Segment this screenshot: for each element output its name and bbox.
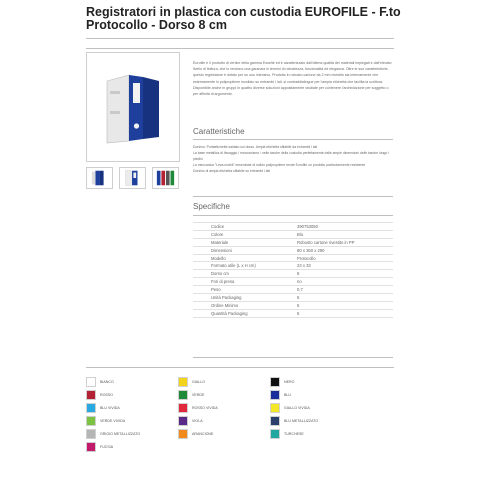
- specs-divider: [193, 215, 393, 216]
- specs-top-divider: [193, 196, 393, 197]
- product-description: Eurofile è il prodotto di vertice della gamma Esselte ed è caratterizzato dall'ottima qualità dei materiali impiegati e dall'elevato livello di finitura, che lo rendono una garanzia in termini di robustezza, funzionalità ed eleganza. Oltre le sue caratteristiche, questo registratore è dotato per un uso intensivo. Prodotto in robusto cartone da 2 mm rivestito sia internamente che esternamente in polipropilene incollato su entrambi i lati, si contraddistingue per l'ampia etichetta che facilita la scrittura. Disponibile anche in gruppi in quattro diverse soluzioni appositamente studiate per contenere l'archiviazione per soggetto o per affinità di argomento.: [193, 61, 392, 97]
- color-label: GRIGIO METALLIZZATO: [100, 431, 141, 436]
- spec-row: [193, 309, 393, 317]
- thumbnail-strip: [86, 167, 180, 189]
- spec-value: no: [297, 279, 302, 285]
- spec-value: 5: [297, 294, 300, 300]
- spec-value: 390753050: [297, 223, 318, 229]
- color-label: FUCSIA: [100, 444, 114, 449]
- color-label: GIALLO VIVIDA: [284, 405, 310, 410]
- spec-value: 5: [297, 302, 300, 308]
- color-label: TURCHESE: [284, 431, 304, 436]
- color-swatch: [178, 416, 188, 426]
- thumbnail-2[interactable]: [119, 167, 146, 189]
- spec-value: Blu: [297, 231, 304, 237]
- color-swatch: [86, 403, 96, 413]
- spec-label: Colore: [211, 231, 224, 237]
- color-swatch: [270, 377, 280, 387]
- spec-row: [193, 262, 393, 270]
- color-swatch: [86, 442, 96, 452]
- color-swatch: [86, 416, 96, 426]
- color-label: VIOLA: [192, 418, 203, 423]
- spec-label: Dimensioni: [211, 247, 232, 253]
- spec-value: 80 x 350 x 290: [297, 247, 325, 253]
- color-label: BIANCO: [100, 379, 114, 384]
- color-label: VERDE VIVIDA: [100, 418, 126, 423]
- thumbnail-1[interactable]: [86, 167, 113, 189]
- color-label: ROSSO: [100, 392, 113, 397]
- spec-label: Ordine Minimo: [211, 302, 239, 308]
- color-label: ROSSO VIVIDA: [192, 405, 218, 410]
- spec-value: 0,7: [297, 287, 303, 293]
- spec-row: [193, 270, 393, 278]
- page-title: Registratori in plastica con custodia EUROFILE - F.to Protocollo - Dorso 8 cm: [86, 5, 401, 32]
- color-label: BLU VIVIDA: [100, 405, 120, 410]
- specs-table: [193, 222, 393, 318]
- spec-label: Fori di presa: [211, 279, 235, 285]
- spec-value: Protocollo: [297, 255, 316, 261]
- spec-value: Robusto cartone rivestito in PP: [297, 239, 355, 245]
- spec-label: Unità Packaging: [211, 294, 242, 300]
- spec-row: [193, 238, 393, 246]
- spec-row: [193, 246, 393, 254]
- color-swatch: [270, 390, 280, 400]
- spec-label: Formato utile (L x H cm): [211, 263, 256, 269]
- spec-row: [193, 254, 393, 262]
- spec-row: [193, 294, 393, 302]
- product-image[interactable]: [86, 52, 180, 162]
- color-swatch: [178, 390, 188, 400]
- features-divider: [193, 139, 393, 140]
- spec-value: 5: [297, 310, 300, 316]
- color-label: VERDE: [192, 392, 205, 397]
- color-label: GIALLO: [192, 379, 205, 384]
- spec-row: [193, 223, 393, 231]
- title-divider: [86, 38, 394, 39]
- header-divider: [86, 48, 394, 49]
- color-label: BLU: [284, 392, 291, 397]
- spec-label: Dorso cm: [211, 271, 229, 277]
- binder-thumb-icon: [87, 168, 112, 188]
- spec-value: 23 x 33: [297, 263, 311, 269]
- colors-divider: [86, 367, 394, 368]
- features-list: [193, 144, 393, 174]
- spec-row: [193, 278, 393, 286]
- color-label: ARANCIONE: [192, 431, 214, 436]
- spec-label: Modello: [211, 255, 226, 261]
- spec-label: Materiale: [211, 239, 229, 245]
- spec-row: [193, 286, 393, 294]
- feature-line: La base metallica di fissaggio / meccanismo / nelle tasche della custodia perfettamente dalle ampie dimensioni delle tasche lungo i piedini: [193, 151, 390, 161]
- feature-line: Dorsino: Portaetichette saldato sul dorso. Ampia etichetta sfilabile da entrambi i lati: [193, 145, 318, 149]
- color-swatch: [178, 403, 188, 413]
- color-swatch: [86, 429, 96, 439]
- spec-row: [193, 301, 393, 309]
- color-swatch: [178, 429, 188, 439]
- binder-thumb-icon: [120, 168, 145, 188]
- color-swatch: [86, 390, 96, 400]
- color-swatch: [178, 377, 188, 387]
- spec-value: 8: [297, 271, 300, 277]
- color-swatch: [86, 377, 96, 387]
- spec-label: Codice: [211, 223, 225, 229]
- spec-label: Quantità Packaging: [211, 310, 248, 316]
- binder-thumb-icon: [153, 168, 178, 188]
- spec-row: [193, 230, 393, 238]
- color-swatch: [270, 403, 280, 413]
- color-swatch: [270, 429, 280, 439]
- color-label: BLU METALLIZZATO: [284, 418, 319, 423]
- features-heading: Caratteristiche: [193, 127, 245, 136]
- color-options: [86, 377, 396, 457]
- thumbnail-3[interactable]: [152, 167, 179, 189]
- feature-line: Dorsino di ampia etichetta sfilabile su entrambi i lati: [193, 169, 271, 173]
- specs-heading: Specifiche: [193, 202, 230, 211]
- color-swatch: [270, 416, 280, 426]
- binder-image: [103, 71, 163, 145]
- specs-bottom-divider: [193, 357, 393, 358]
- color-label: NERO: [284, 379, 295, 384]
- spec-label: Peso: [211, 287, 221, 293]
- feature-line: La meccanica "Leva-mobili" essenziale di solido polipropilene rende Eurofile un prodotto particolarmente resistente: [193, 163, 366, 167]
